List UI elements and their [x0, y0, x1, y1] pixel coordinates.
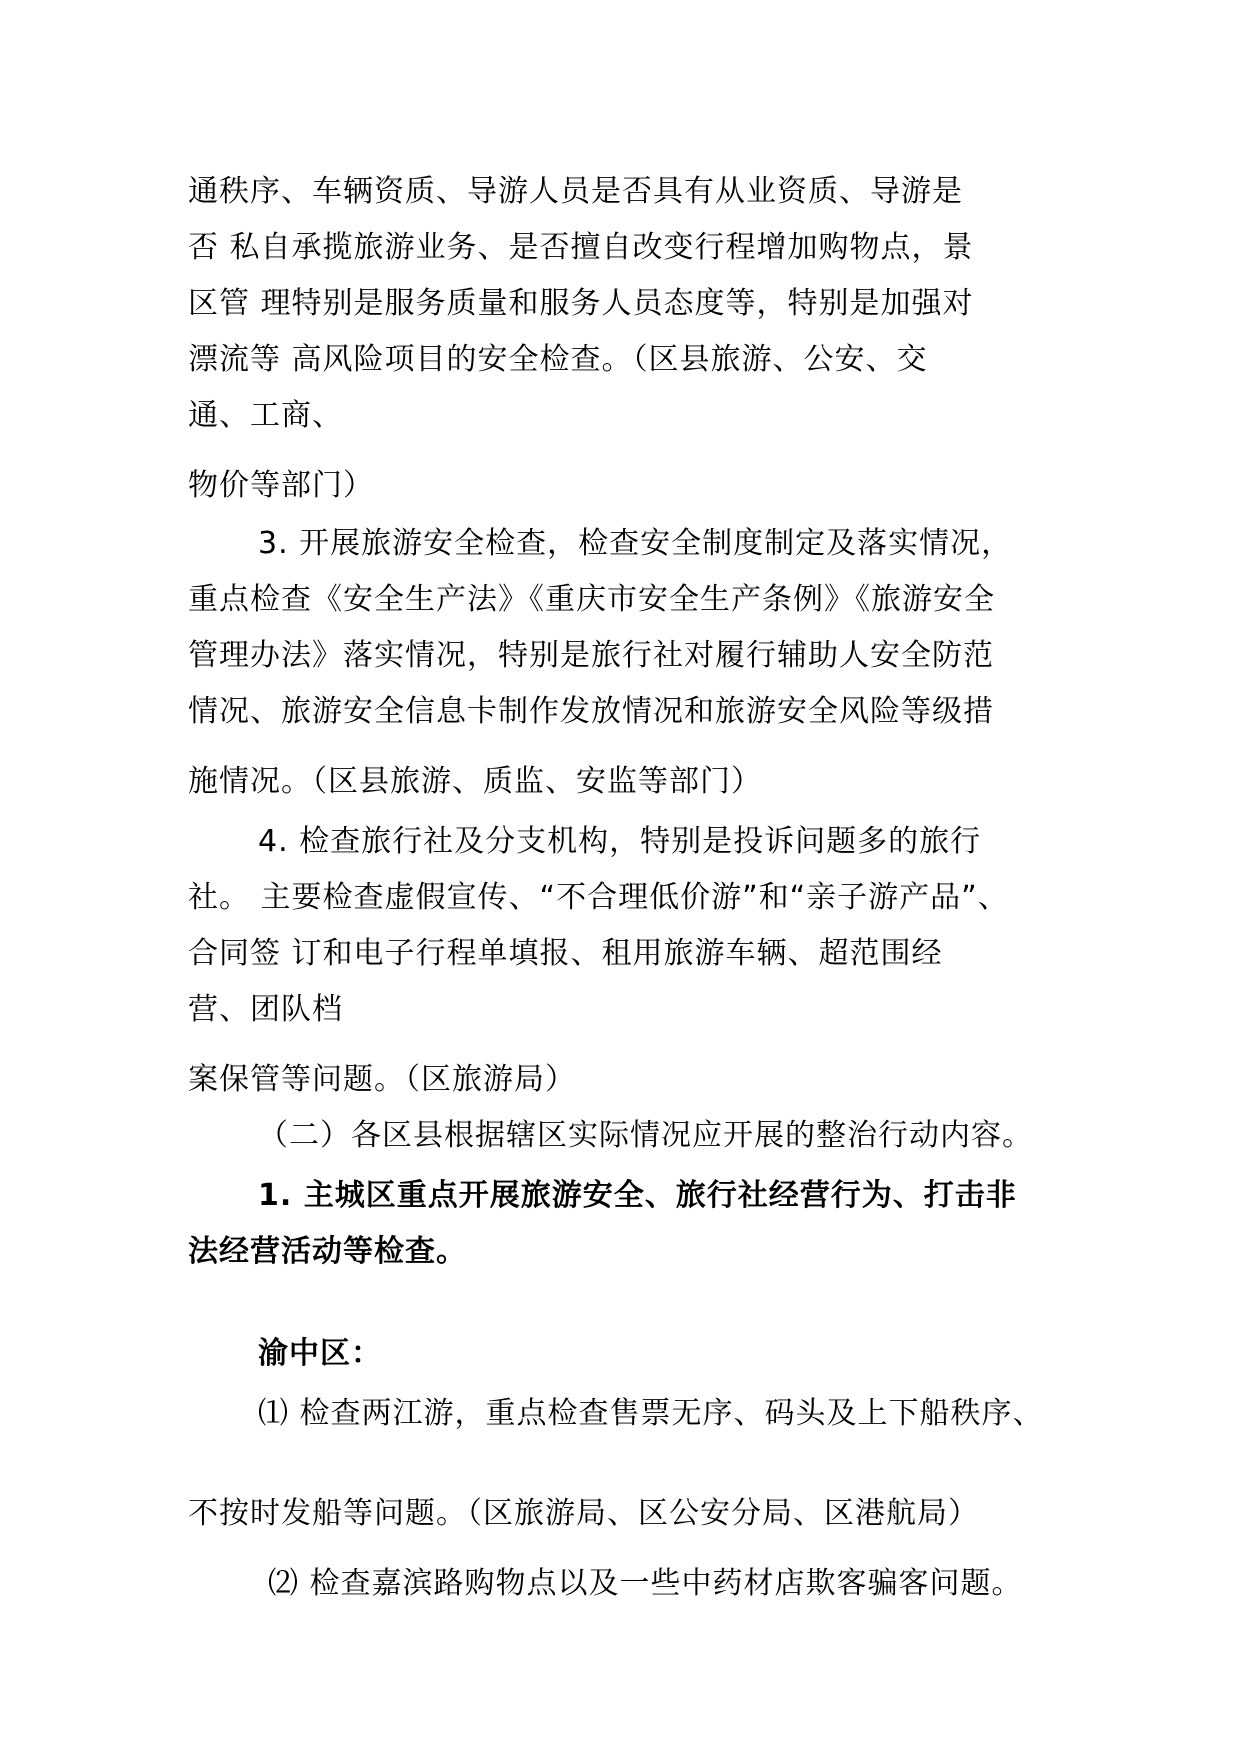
paragraph-line: 区管 理特别是服务质量和服务人员态度等，特别是加强对: [188, 286, 974, 321]
paragraph-line: 管理办法》落实情况，特别是旅行社对履行辅助人安全防范: [188, 638, 994, 673]
paragraph-line: 营、团队档: [188, 992, 343, 1027]
list-item: ⑴ 检查两江游，重点检查售票无序、码头及上下船秩序、: [258, 1396, 1044, 1431]
paragraph-line: 漂流等 高风险项目的安全检查。（区县旅游、公安、交: [188, 342, 928, 377]
paragraph-line: 通、工商、: [188, 398, 343, 433]
subsection-heading: 1. 主城区重点开展旅游安全、旅行社经营行为、打击非: [258, 1178, 1017, 1213]
paragraph-line: 合同签 订和电子行程单填报、租用旅游车辆、超范围经: [188, 936, 943, 971]
subsection-heading: 法经营活动等检查。: [188, 1234, 467, 1269]
list-item: ⑵ 检查嘉滨路购物点以及一些中药材店欺客骗客问题。: [268, 1566, 1023, 1601]
paragraph-line: 通秩序、车辆资质、导游人员是否具有从业资质、导游是: [188, 174, 963, 209]
paragraph-line: 重点检查《安全生产法》《重庆市安全生产条例》《旅游安全: [188, 582, 995, 617]
paragraph-line: 物价等部门）: [188, 468, 374, 503]
section-heading: （二）各区县根据辖区实际情况应开展的整治行动内容。: [258, 1118, 1033, 1153]
paragraph-line: 案保管等问题。（区旅游局）: [188, 1062, 576, 1097]
paragraph-line: 情况、旅游安全信息卡制作发放情况和旅游安全风险等级措: [188, 694, 994, 729]
district-heading: 渝中区：: [258, 1336, 382, 1371]
paragraph-line: 不按时发船等问题。（区旅游局、区公安分局、区港航局）: [188, 1496, 979, 1531]
paragraph-line: 3. 开展旅游安全检查，检查安全制度制定及落实情况，: [258, 526, 1013, 561]
paragraph-line: 4. 检查旅行社及分支机构，特别是投诉问题多的旅行: [258, 824, 982, 859]
paragraph-line: 否 私自承揽旅游业务、是否擅自改变行程增加购物点，景: [188, 230, 974, 265]
paragraph-line: 社。 主要检查虚假宣传、“不合理低价游”和“亲子游产品”、: [188, 880, 1009, 915]
paragraph-line: 施情况。（区县旅游、质监、安监等部门）: [188, 764, 762, 799]
